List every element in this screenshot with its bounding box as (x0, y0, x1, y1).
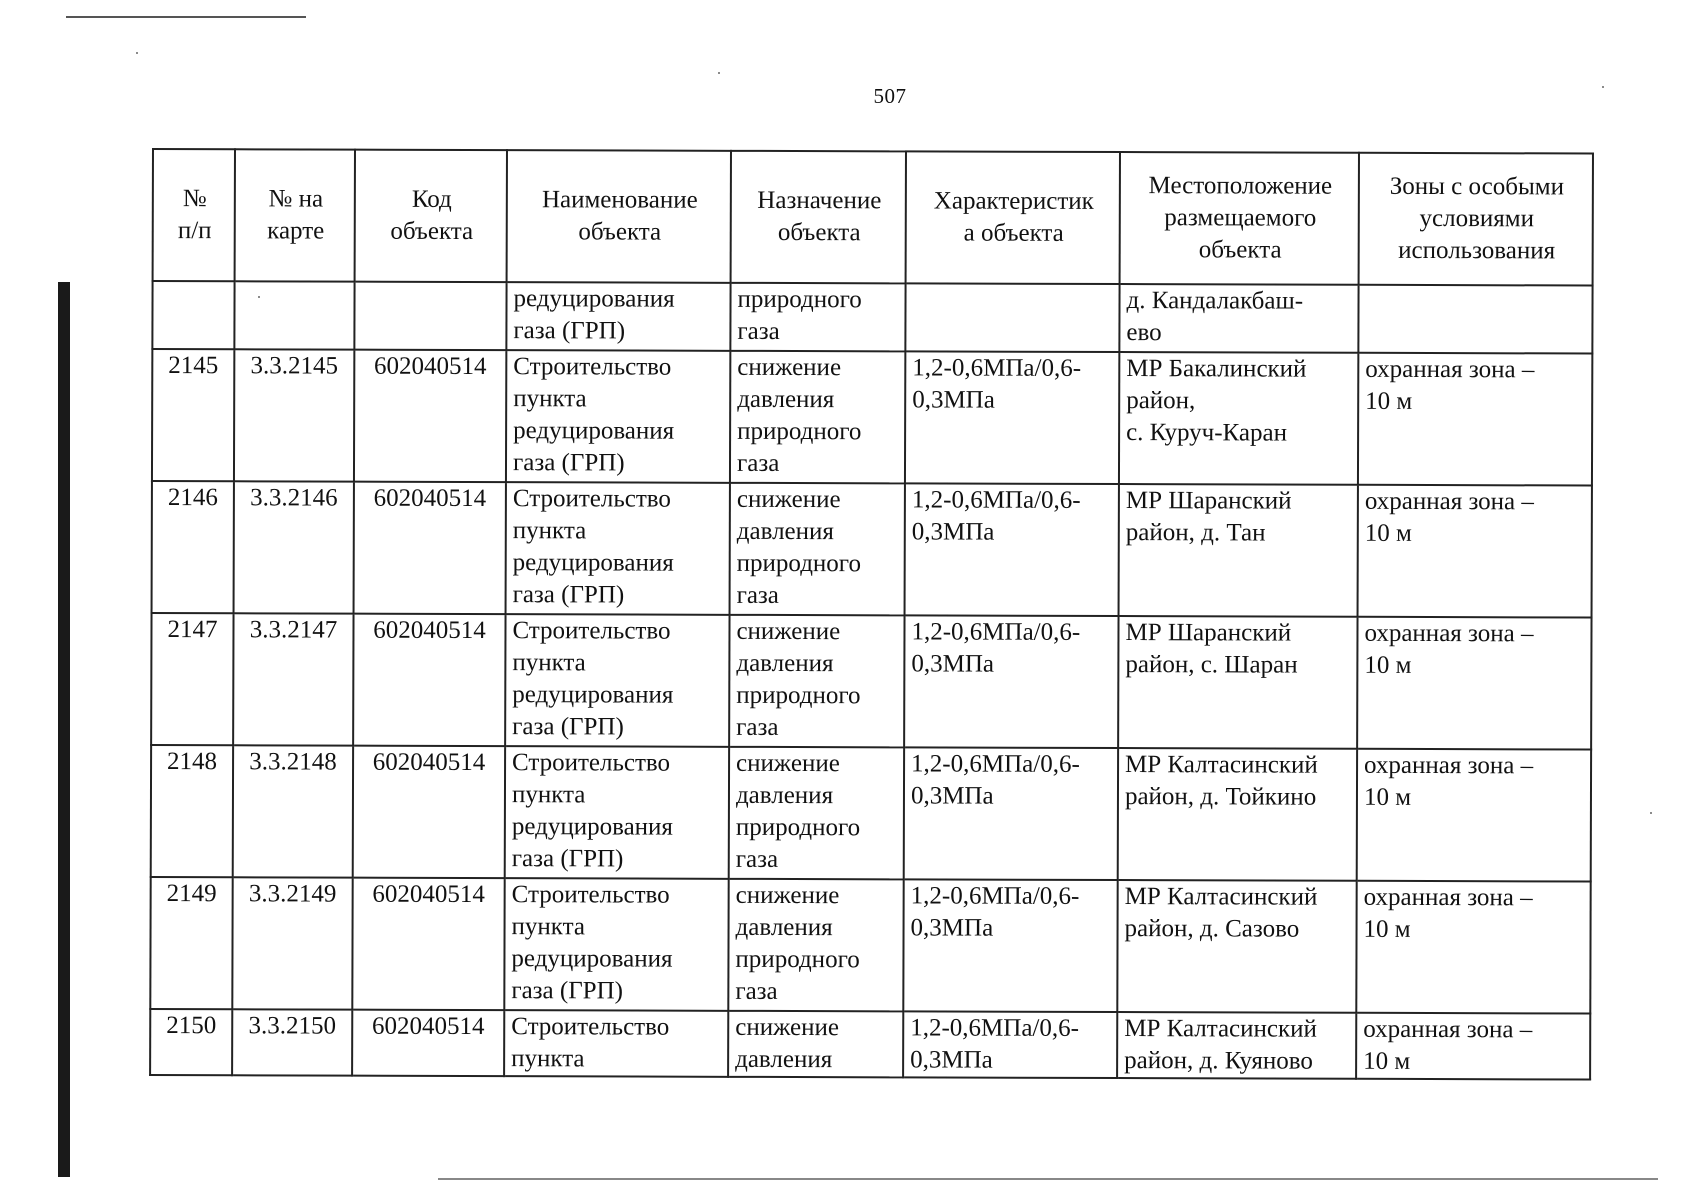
header-special-zones: Зоны с особыми условиями использования (1359, 153, 1593, 286)
cell-object-code: 602040514 (352, 878, 504, 1010)
cell-map-number: 3.3.2149 (232, 877, 352, 1009)
cell-special-zones: охранная зона – 10 м (1357, 617, 1591, 750)
cell-object-characteristic: 1,2-0,6МПа/0,6- 0,3МПа (903, 1011, 1117, 1078)
cell-object-purpose: снижение давления (728, 1011, 903, 1078)
cell-object-code (354, 282, 506, 350)
scan-artifact-top-line (66, 16, 306, 18)
objects-table (149, 148, 1594, 1081)
cell-number: 2148 (151, 745, 233, 877)
scan-speck (1650, 812, 1652, 814)
cell-object-name: Строительство пункта редуцирования газа (ГРП) (504, 878, 728, 1011)
header-object-location: Местоположение размещаемого объекта (1120, 152, 1359, 285)
cell-object-purpose: снижение давления природного газа (729, 615, 904, 748)
scan-artifact-bottom-line (438, 1178, 1658, 1180)
cell-object-characteristic: 1,2-0,6МПа/0,6- 0,3МПа (904, 747, 1118, 880)
table-row (151, 745, 1591, 882)
scan-artifact-left-edge (58, 282, 70, 1177)
cell-object-code: 602040514 (352, 1010, 504, 1076)
cell-map-number: 3.3.2148 (233, 745, 353, 877)
cell-object-name: редуцирования газа (ГРП) (506, 282, 730, 351)
cell-object-purpose: снижение давления природного газа (729, 747, 904, 880)
cell-special-zones: охранная зона – 10 м (1358, 485, 1592, 618)
header-number: № п/п (153, 149, 235, 281)
table-row (152, 349, 1592, 486)
cell-special-zones: охранная зона – 10 м (1356, 1013, 1590, 1080)
cell-number: 2145 (152, 349, 234, 481)
cell-object-purpose: снижение давления природного газа (730, 351, 905, 484)
cell-object-name: Строительство пункта редуцирования газа (ГРП) (505, 614, 729, 747)
cell-map-number: 3.3.2147 (233, 613, 353, 745)
header-object-characteristic: Характеристик а объекта (906, 151, 1120, 284)
cell-map-number: 3.3.2145 (234, 349, 354, 481)
cell-object-location: МР Калтасинский район, д. Сазово (1117, 880, 1356, 1013)
header-object-purpose: Назначение объекта (731, 151, 906, 284)
table-row-continuation (152, 281, 1592, 354)
cell-object-purpose: снижение давления природного газа (730, 483, 905, 616)
cell-number: 2147 (151, 613, 233, 745)
cell-number: 2146 (152, 481, 234, 613)
cell-object-location: д. Кандалакбаш- ево (1119, 284, 1358, 353)
cell-special-zones: охранная зона – 10 м (1358, 353, 1592, 486)
cell-object-name: Строительство пункта (504, 1010, 728, 1077)
cell-object-code: 602040514 (353, 746, 505, 878)
header-object-name: Наименование объекта (507, 150, 731, 283)
page-number: 507 (873, 84, 907, 108)
table-row (150, 877, 1590, 1014)
cell-object-location: МР Бакалинский район, с. Куруч-Каран (1119, 352, 1358, 485)
cell-special-zones: охранная зона – 10 м (1356, 881, 1590, 1014)
cell-object-location: МР Шаранский район, д. Тан (1119, 484, 1358, 617)
scan-speck (718, 72, 720, 74)
cell-special-zones: охранная зона – 10 м (1357, 749, 1591, 882)
cell-object-characteristic: 1,2-0,6МПа/0,6- 0,3МПа (903, 879, 1117, 1012)
cell-object-characteristic: 1,2-0,6МПа/0,6- 0,3МПа (904, 615, 1118, 748)
cell-object-name: Строительство пункта редуцирования газа (ГРП) (506, 482, 730, 615)
cell-object-characteristic: 1,2-0,6МПа/0,6- 0,3МПа (905, 351, 1119, 484)
table-header-row (153, 149, 1593, 286)
cell-object-location: МР Шаранский район, с. Шаран (1118, 616, 1357, 749)
header-map-number: № на карте (235, 149, 355, 281)
cell-object-code: 602040514 (354, 482, 506, 614)
cell-object-location: МР Калтасинский район, д. Тойкино (1118, 748, 1357, 881)
header-object-code: Код объекта (355, 150, 507, 282)
cell-object-name: Строительство пункта редуцирования газа (ГРП) (506, 350, 730, 483)
cell-object-characteristic (905, 283, 1119, 352)
table-row (151, 613, 1591, 750)
cell-map-number (234, 281, 354, 349)
cell-object-purpose: природного газа (730, 283, 905, 352)
cell-object-code: 602040514 (354, 350, 506, 482)
cell-object-name: Строительство пункта редуцирования газа (ГРП) (505, 746, 729, 879)
cell-map-number: 3.3.2146 (234, 481, 354, 613)
table-row (150, 1009, 1590, 1080)
cell-number: 2150 (150, 1009, 232, 1075)
cell-object-purpose: снижение давления природного газа (728, 879, 903, 1012)
cell-object-code: 602040514 (353, 614, 505, 746)
cell-special-zones (1358, 285, 1592, 354)
scan-speck (136, 52, 138, 54)
cell-number (152, 281, 234, 349)
cell-number: 2149 (150, 877, 232, 1009)
cell-map-number: 3.3.2150 (232, 1009, 352, 1075)
cell-object-characteristic: 1,2-0,6МПа/0,6- 0,3МПа (905, 483, 1119, 616)
table-row (152, 481, 1592, 618)
cell-object-location: МР Калтасинский район, д. Куяново (1117, 1012, 1356, 1079)
